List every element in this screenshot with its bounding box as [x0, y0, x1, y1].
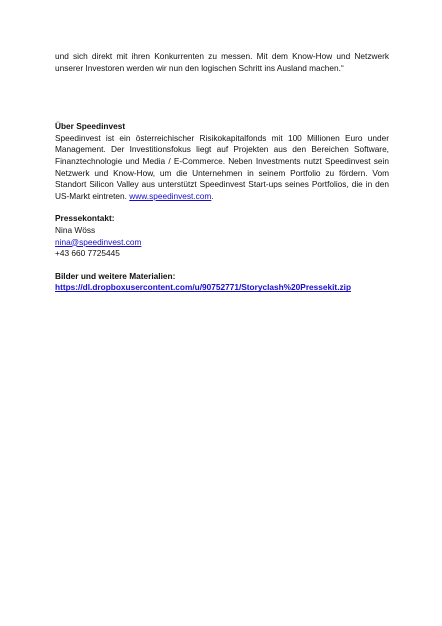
press-contact-section — [55, 213, 389, 259]
contact-email-link[interactable]: nina@speedinvest.com — [55, 236, 142, 247]
intro-paragraph: und sich direkt mit ihren Konkurrenten zu messen. Mit dem Know-How und Netzwerk unserer Investoren werden wir nun den logischen Schritt ins Ausland machen.“ — [55, 51, 389, 73]
contact-name: Nina Wöss — [55, 224, 96, 235]
presskit-download-link[interactable]: https://dl.dropboxusercontent.com/u/90752771/Storyclash%20Pressekit.zip — [55, 282, 352, 293]
materials-heading: Bilder und weitere Materialien: — [55, 270, 176, 281]
contact-phone: +43 660 7725445 — [55, 248, 120, 259]
about-body — [55, 133, 389, 203]
press-contact-heading: Pressekontakt: — [55, 213, 115, 224]
about-link-suffix: . — [211, 190, 214, 201]
about-section — [55, 121, 389, 202]
about-heading: Über Speedinvest — [55, 121, 126, 132]
document-page — [55, 51, 389, 305]
about-body-text: Speedinvest ist ein österreichischer Risikokapitalfonds mit 100 Millionen Euro under Management. Der Investitionsfokus liegt auf Projekten aus den Bereichen Software, Finanztechnologie und Media / E-Commerce. Neben Investments nutzt Speedinvest sein Netzwerk und Know-How, um die Unternehmen in seinem Portfolio zu fördern. Vom Standort Silicon Valley aus unterstützt Speedinvest Start-ups seines Portfolios, die in den US-Markt eintreten. — [55, 132, 389, 201]
materials-section — [55, 271, 389, 294]
speedinvest-website-link[interactable]: www.speedinvest.com — [129, 190, 212, 201]
